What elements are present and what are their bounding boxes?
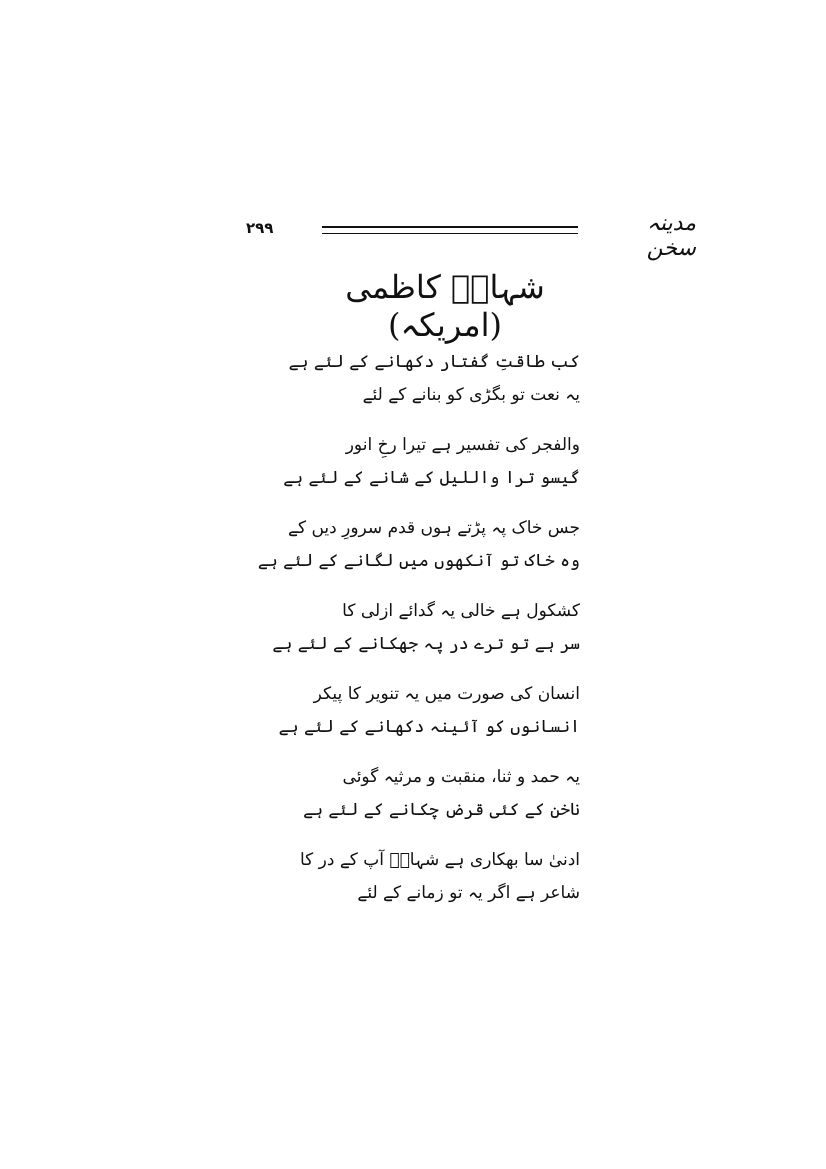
couplet <box>278 678 580 761</box>
verse-line: کب طاقتِ گفتار دکھانے کے لئے ہے <box>288 352 580 372</box>
verse-line: گیسو ترا واللیل کے شانے کے لئے ہے <box>283 468 580 488</box>
verse-line: ادنیٰ سا بھکاری ہے شہابؔ آپ کے در کا <box>299 850 580 870</box>
verse-line: جس خاک پہ پڑتے ہوں قدم سرورِ دیں کے <box>288 518 580 538</box>
couplet <box>299 844 580 927</box>
verse-line: یہ نعت تو بگڑی کو بنانے کے لئے <box>362 385 580 405</box>
couplet <box>283 429 580 512</box>
page-number: ۲۹۹ <box>246 219 274 237</box>
couplet <box>303 761 580 844</box>
verse-line: کشکول ہے خالی یہ گدائے ازلی کا <box>342 601 580 621</box>
verse-line: انسان کی صورت میں یہ تنویر کا پیکر <box>313 684 580 704</box>
couplet <box>288 346 580 429</box>
verse-line: والفجر کی تفسیر ہے تیرا رخِ انور <box>345 435 580 455</box>
verse-line: یہ حمد و ثنا، منقبت و مرثیہ گوئی <box>342 767 580 787</box>
poem-heading: شہابؔ کاظمی (امریکہ) <box>345 268 545 344</box>
verse-line: وہ خاک تو آنکھوں میں لگانے کے لئے ہے <box>257 551 580 571</box>
couplet <box>257 512 580 595</box>
running-book-title: مدینہ سخن <box>646 211 696 261</box>
verse-line: سر ہے تو ترے در پہ جھکانے کے لئے ہے <box>272 634 580 654</box>
verse-line: شاعر ہے اگر یہ تو زمانے کے لئے <box>357 883 580 903</box>
header-double-rule <box>322 226 578 234</box>
verse-line: انسانوں کو آئینہ دکھانے کے لئے ہے <box>278 717 580 737</box>
poem-body <box>257 346 580 927</box>
couplet <box>272 595 580 678</box>
verse-line: ناخن کے کئی قرض چکانے کے لئے ہے <box>303 800 580 820</box>
